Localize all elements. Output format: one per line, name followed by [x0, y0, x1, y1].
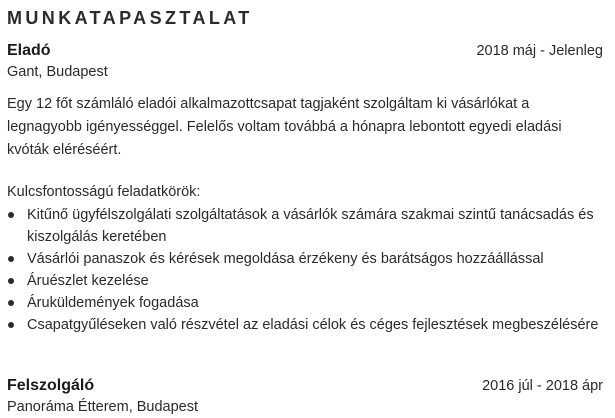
job-title: Felszolgáló: [7, 377, 95, 394]
job-description: Egy 12 főt számláló eladói alkalmazottcsapat tagjaként szolgáltam ki vásárlókat a legnagyobb igényességgel. Felelős voltam továbbá a hónapra lebontott egyedi eladási kvóták eléréséért.: [7, 96, 562, 158]
list-item: [7, 270, 603, 292]
section-title: MUNKATAPASZTALAT: [7, 8, 253, 28]
list-item: [7, 248, 603, 270]
job-date: 2018 máj - Jelenleg: [476, 43, 603, 59]
job-entry-salesperson: [7, 40, 603, 336]
job-date: 2016 júl - 2018 ápr: [482, 378, 603, 394]
job-company: Panoráma Étterem, Budapest: [7, 399, 199, 415]
bullet-icon: [8, 212, 14, 218]
duty-text: Csapatgyűléseken való részvétel az eladási célok és céges fejlesztések megbeszélésére: [27, 317, 599, 333]
job-title: Eladó: [7, 42, 51, 59]
list-item: [7, 314, 603, 336]
duties-label: Kulcsfontosságú feladatkörök:: [7, 184, 201, 200]
job-header: [7, 40, 603, 62]
job-header: [7, 375, 603, 397]
list-item: [7, 204, 603, 248]
bullet-icon: [8, 278, 14, 284]
job-company: Gant, Budapest: [7, 64, 108, 80]
duty-text: Áruészlet kezelése: [27, 273, 149, 289]
duty-text: Vásárlói panaszok és kérések megoldása érzékeny és barátságos hozzáállással: [27, 251, 544, 267]
job-entry-waiter: [7, 375, 603, 417]
bullet-icon: [8, 300, 14, 306]
bullet-icon: [8, 256, 14, 262]
duties-list: [7, 204, 603, 336]
resume-page: [7, 0, 603, 418]
list-item: [7, 292, 603, 314]
duty-text: Áruküldemények fogadása: [27, 295, 199, 311]
bullet-icon: [8, 322, 14, 328]
duty-text: Kitűnő ügyfélszolgálati szolgáltatások a vásárlók számára szakmai szintű tanácsadás és kiszolgálás keretében: [27, 207, 594, 245]
